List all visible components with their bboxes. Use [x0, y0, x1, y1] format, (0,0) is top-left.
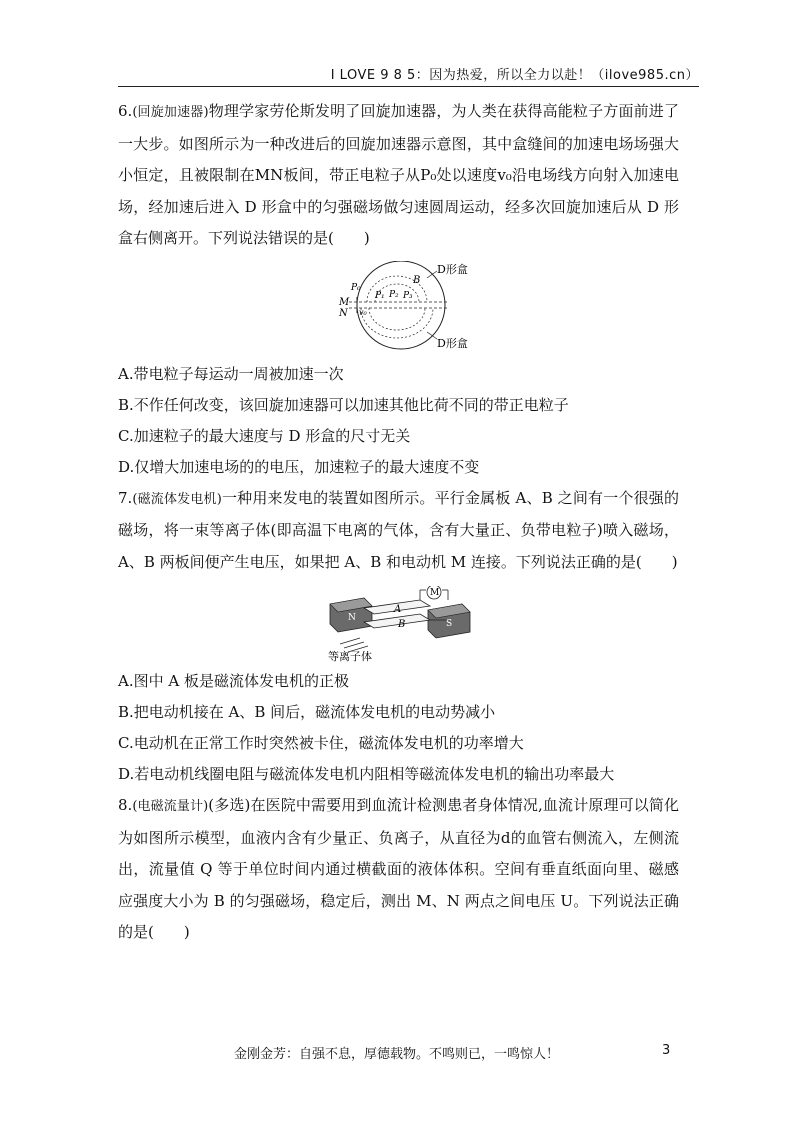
- magnet-n-label: N: [347, 613, 356, 623]
- plate-a-label: A: [393, 604, 401, 615]
- plasma-label: 等离子体: [327, 650, 372, 662]
- question-8-number: 8.: [118, 796, 133, 814]
- question-6-stem: [118, 96, 679, 255]
- question-8-stem: [118, 790, 679, 949]
- velocity-v0-label: v₀: [358, 307, 367, 317]
- question-6-option-b: B.不作任何改变，该回旋加速器可以加速其他比荷不同的带正电粒子: [118, 395, 569, 414]
- cyclotron-figure: [309, 261, 489, 353]
- header-divider: [118, 86, 699, 87]
- question-7-option-d: D.若电动机线圈电阻与磁流体发电机内阻相等磁流体发电机的输出功率最大: [118, 765, 615, 783]
- question-6-text: 物理学家劳伦斯发明了回旋加速器，为人类在获得高能粒子方面前进了一大步。如图所示为一种改进后的回旋加速器示意图，其中盒缝间的加速电场场强大小恒定，且被限制在MN板间，带正电粒子从P₀处以速度v₀沿电场线方向射入加速电场，经加速后进入 D 形盒中的匀强磁场做匀速圆周运动，经多次回旋加速后从 D 形盒右侧离开。下列说法错误的是( ): [118, 102, 679, 247]
- question-7-number: 7.: [118, 488, 133, 507]
- question-6-option-c: C.加速粒子的最大速度与 D 形盒的尺寸无关: [118, 426, 411, 445]
- page-header: I LOVE 9 8 5：因为热爱，所以全力以赴！（ilove985.cn）: [330, 68, 699, 83]
- page-number: 3: [662, 1043, 671, 1058]
- question-8-text: 在医院中需要用到血流计检测患者身体情况,血流计原理可以简化为如图所示模型，血液内含有少量正、负离子，从直径为d的血管右侧流入，左侧流出，流量值 Q 等于单位时间内通过横截面的液体体积。空间有垂直纸面向里、磁感应强度大小为 B 的匀强磁场，稳定后，测出 M、N 两点之间电压 U。下列说法正确的是( ): [118, 796, 679, 941]
- question-7-option-b: B.把电动机接在 A、B 间后，磁流体发电机的电动势减小: [118, 703, 496, 721]
- motor-m-label: M: [429, 588, 439, 598]
- plate-n-label: N: [338, 307, 348, 319]
- mhd-generator-figure: [324, 586, 474, 662]
- d-box-top-label: D形盒: [436, 262, 468, 276]
- question-7-tag: (磁流体发电机): [132, 491, 222, 507]
- page-content: [118, 96, 679, 949]
- plate-b-label: B: [397, 619, 405, 630]
- page-footer: 金刚金芳：自强不息，厚德载物。不鸣则已，一鸣惊人！: [233, 1047, 559, 1062]
- mhd-generator-diagram: [324, 586, 474, 662]
- question-6-option-d: D.仅增大加速电场的的电压，加速粒子的最大速度不变: [118, 457, 480, 476]
- question-7-option-a: A.图中 A 板是磁流体发电机的正极: [118, 672, 349, 690]
- question-6-number: 6.: [118, 102, 133, 120]
- question-7-text: 一种用来发电的装置如图所示。平行金属板 A、B 之间有一个很强的磁场，将一束等离子体(即高温下电离的气体，含有大量正、负带电粒子)喷入磁场，A、B 两板间便产生电压，如果把 A、B 和电动机 M 连接。下列说法正确的是( ): [118, 488, 679, 571]
- field-b-label: B: [412, 274, 420, 286]
- cyclotron-diagram: [309, 261, 489, 353]
- d-box-bottom-label: D形盒: [436, 336, 468, 350]
- plate-m-label: M: [338, 296, 349, 308]
- question-6-tag: (回旋加速器): [132, 105, 209, 120]
- point-p0-label: P₀: [350, 282, 361, 293]
- point-p1-label: P₁: [374, 290, 385, 301]
- question-8-tag: (电磁流量计): [132, 799, 209, 814]
- question-7-option-c: C.电动机在正常工作时突然被卡住，磁流体发电机的功率增大: [118, 734, 524, 752]
- question-6-option-a: A.带电粒子每运动一周被加速一次: [118, 364, 344, 383]
- question-8-multi: (多选): [208, 796, 251, 814]
- point-p3-label: P₃: [402, 290, 413, 301]
- magnet-s-label: S: [445, 619, 452, 629]
- question-7-stem: [118, 483, 679, 579]
- point-p2-label: P₂: [388, 289, 399, 300]
